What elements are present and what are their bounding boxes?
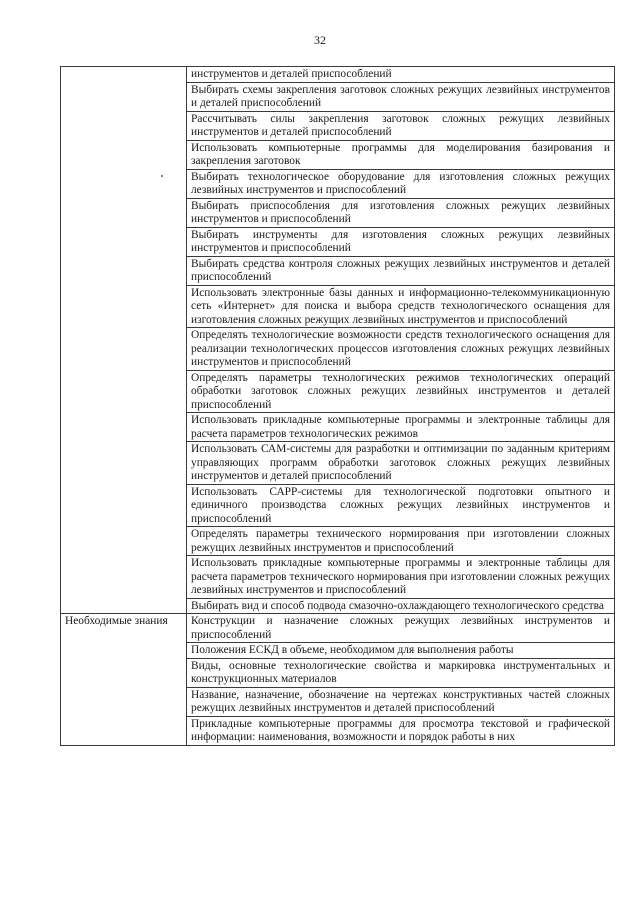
table-cell-item: Использовать прикладные компьютерные программы и электронные таблицы для расчета параметров технического нормирования при изготовлении сложных режущих лезвийных инструментов и приспособлений: [187, 556, 615, 599]
table-cell-item: Положения ЕСКД в объеме, необходимом для выполнения работы: [187, 643, 615, 659]
table-row: [61, 67, 615, 83]
table-cell-item: Определять параметры технического нормирования при изготовлении сложных режущих лезвийных инструментов и приспособлений: [187, 527, 615, 556]
section-label: [61, 67, 187, 614]
table-cell-item: Использовать САРР-системы для технологической подготовки опытного и единичного производства сложных режущих лезвийных инструментов и приспособлений: [187, 484, 615, 527]
table-cell-item: Выбирать схемы закрепления заготовок сложных режущих лезвийных инструментов и деталей приспособлений: [187, 82, 615, 111]
competency-table: [60, 66, 615, 746]
table-cell-item: Определять параметры технологических режимов технологических операций обработки заготовок сложных режущих лезвийных инструментов и деталей приспособлений: [187, 370, 615, 413]
page-number: 32: [314, 33, 326, 47]
table-cell-item: Выбирать технологическое оборудование для изготовления сложных режущих лезвийных инструментов и приспособлений: [187, 169, 615, 198]
table-cell-item: Использовать электронные базы данных и информационно-телекоммуникационную сеть «Интернет» для поиска и выбора средств технологического оснащения для изготовления сложных режущих лезвийных инструментов и приспособлений: [187, 285, 615, 328]
table-cell-item: Выбирать инструменты для изготовления сложных режущих лезвийных инструментов и приспособлений: [187, 227, 615, 256]
table-cell-item: Выбирать вид и способ подвода смазочно-охлаждающего технологического средства: [187, 598, 615, 614]
table-cell-item: Название, назначение, обозначение на чертежах конструктивных частей сложных режущих лезвийных инструментов и деталей приспособлений: [187, 687, 615, 716]
scan-speck: [161, 175, 163, 177]
table-cell-item: Использовать САМ-системы для разработки и оптимизации по заданным критериям управляющих программ обработки заготовок сложных режущих лезвийных инструментов и деталей приспособлений: [187, 442, 615, 485]
table-cell-item: Использовать прикладные компьютерные программы и электронные таблицы для расчета параметров технологических режимов: [187, 413, 615, 442]
table-cell-item: Выбирать средства контроля сложных режущих лезвийных инструментов и деталей приспособлений: [187, 256, 615, 285]
table-cell-item: Виды, основные технологические свойства и маркировка инструментальных и конструкционных материалов: [187, 658, 615, 687]
table-cell-item: Определять технологические возможности средств технологического оснащения для реализации технологических процессов изготовления сложных режущих лезвийных инструментов и приспособлений: [187, 328, 615, 371]
table-cell-item: Рассчитывать силы закрепления заготовок сложных режущих лезвийных инструментов и деталей приспособлений: [187, 111, 615, 140]
table-cell-item: Выбирать приспособления для изготовления сложных режущих лезвийных инструментов и приспособлений: [187, 198, 615, 227]
section-label: Необходимые знания: [61, 614, 187, 746]
table-cell-item: Использовать компьютерные программы для моделирования базирования и закрепления заготовок: [187, 140, 615, 169]
table-cell-item: Прикладные компьютерные программы для просмотра текстовой и графической информации: наименования, возможности и порядок работы в них: [187, 716, 615, 745]
table-cell-item: Конструкции и назначение сложных режущих лезвийных инструментов и приспособлений: [187, 614, 615, 643]
table-row: [61, 614, 615, 643]
table-cell-item: инструментов и деталей приспособлений: [187, 67, 615, 83]
